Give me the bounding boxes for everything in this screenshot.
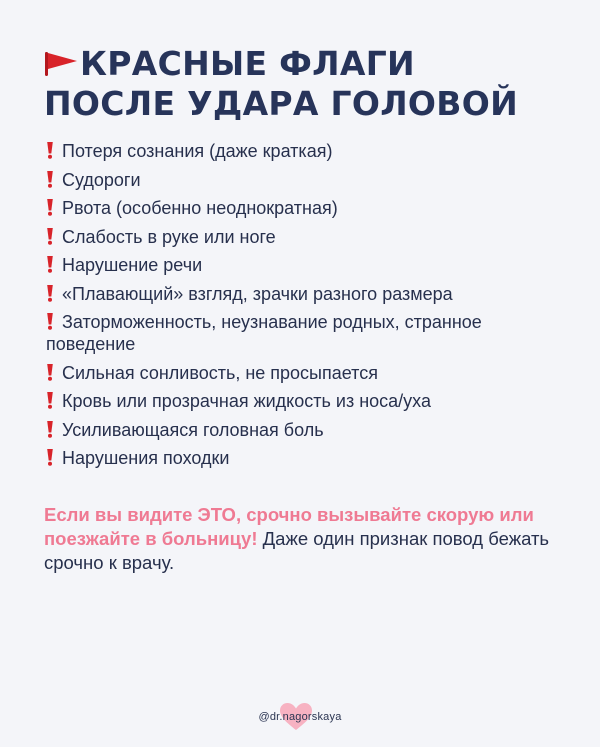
title-text-1: КРАСНЫЕ ФЛАГИ	[80, 44, 415, 83]
cta-rest: Даже один признак повод бежать срочно к врачу.	[44, 528, 550, 573]
red-flags-list	[46, 140, 556, 476]
exclamation-icon	[46, 285, 54, 302]
exclamation-icon	[46, 449, 54, 466]
exclamation-icon	[46, 228, 54, 245]
page-title	[44, 44, 518, 124]
list-item	[46, 226, 556, 248]
footer	[0, 702, 600, 730]
list-item-text: Нарушение речи	[62, 255, 203, 275]
list-item	[46, 362, 556, 384]
exclamation-icon	[46, 256, 54, 273]
list-item	[46, 311, 556, 355]
call-to-action	[44, 503, 564, 575]
red-flag-icon	[44, 51, 78, 77]
list-item-text: «Плавающий» взгляд, зрачки разного размера	[62, 283, 453, 304]
list-item-text: Заторможенность, неузнавание родных, странное поведение	[46, 312, 482, 354]
exclamation-icon	[46, 364, 54, 381]
list-item	[46, 254, 556, 276]
author-handle: @dr.nagorskaya	[258, 711, 342, 723]
list-item-text: Кровь или прозрачная жидкость из носа/уха	[62, 391, 431, 411]
list-item-text: Рвота (особенно неоднократная)	[62, 198, 338, 218]
exclamation-icon	[46, 313, 54, 330]
list-item	[46, 283, 556, 305]
list-item	[46, 419, 556, 441]
cta-emphasis: Если вы видите ЭТО, срочно вызывайте скорую или поезжайте в больницу!	[44, 504, 534, 549]
list-item-text: Сильная сонливость, не просыпается	[62, 362, 378, 383]
list-item	[46, 140, 556, 162]
list-item-text: Слабость в руке или ноге	[62, 226, 276, 247]
exclamation-icon	[46, 142, 54, 159]
list-item-text: Судороги	[62, 169, 141, 190]
list-item	[46, 447, 556, 469]
exclamation-icon	[46, 392, 54, 409]
list-item-text: Потеря сознания (даже краткая)	[62, 141, 333, 161]
list-item	[46, 197, 556, 219]
exclamation-icon	[46, 171, 54, 188]
list-item-text: Нарушения походки	[62, 448, 230, 468]
list-item	[46, 169, 556, 191]
exclamation-icon	[46, 199, 54, 216]
list-item-text: Усиливающаяся головная боль	[62, 419, 324, 440]
title-line-2: ПОСЛЕ УДАРА ГОЛОВОЙ	[44, 84, 518, 123]
exclamation-icon	[46, 421, 54, 438]
list-item	[46, 390, 556, 412]
title-line-1	[44, 44, 518, 84]
